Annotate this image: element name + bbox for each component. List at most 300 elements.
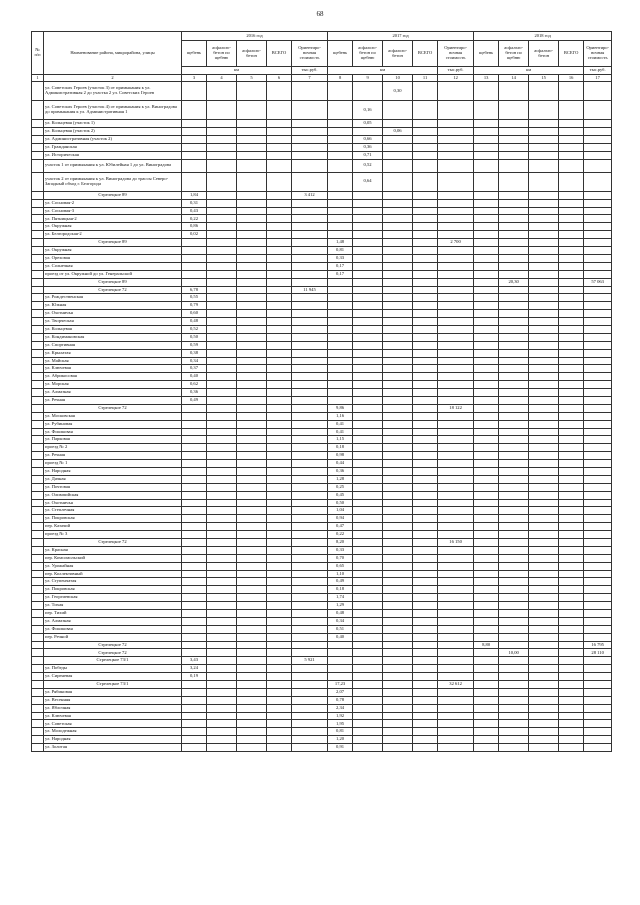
value-cell	[207, 294, 237, 302]
value-cell	[267, 191, 292, 199]
value-cell	[207, 436, 237, 444]
value-cell	[182, 578, 207, 586]
value-cell	[584, 215, 612, 223]
street-name-cell: ул. Административная (участок 2)	[44, 136, 182, 144]
value-cell	[292, 302, 328, 310]
value-cell	[413, 373, 438, 381]
col-name-header: Наименование района, микрорайона, улицы	[44, 32, 182, 75]
value-cell	[383, 199, 413, 207]
value-cell	[559, 736, 584, 744]
subheader-cell: Ориентиро-вочная стоимость	[438, 41, 474, 67]
value-cell: 0,16	[353, 101, 383, 120]
value-cell	[499, 151, 529, 159]
value-cell	[499, 523, 529, 531]
value-cell: 0,78	[328, 696, 353, 704]
value-cell	[529, 120, 559, 128]
value-cell	[584, 475, 612, 483]
table-row	[32, 499, 612, 507]
value-cell	[353, 515, 383, 523]
value-cell	[207, 578, 237, 586]
value-cell: 17,23	[328, 681, 353, 689]
value-cell	[559, 310, 584, 318]
value-cell	[267, 420, 292, 428]
value-cell: 0,49	[328, 578, 353, 586]
value-cell	[207, 602, 237, 610]
value-cell	[529, 610, 559, 618]
value-cell	[353, 617, 383, 625]
value-cell	[584, 539, 612, 547]
value-cell	[383, 144, 413, 152]
column-number-cell: 14	[499, 75, 529, 82]
value-cell: 5 921	[292, 657, 328, 665]
value-cell	[474, 231, 499, 239]
value-cell	[292, 641, 328, 649]
value-cell	[267, 325, 292, 333]
value-cell	[413, 720, 438, 728]
value-cell	[529, 199, 559, 207]
value-cell	[267, 657, 292, 665]
value-cell	[237, 625, 267, 633]
street-name-cell: ул. Окружная	[44, 223, 182, 231]
value-cell	[499, 318, 529, 326]
value-cell	[438, 286, 474, 294]
street-name-cell: ул. Весенняя	[44, 696, 182, 704]
value-cell	[559, 207, 584, 215]
value-cell	[438, 744, 474, 752]
value-cell	[499, 349, 529, 357]
value-cell	[267, 310, 292, 318]
value-cell: 1,10	[328, 570, 353, 578]
value-cell	[383, 412, 413, 420]
table-row	[32, 333, 612, 341]
table-row	[32, 586, 612, 594]
value-cell	[267, 728, 292, 736]
table-row	[32, 546, 612, 554]
street-name-cell: ул. Олимпийская	[44, 491, 182, 499]
value-cell	[474, 262, 499, 270]
street-name-cell: ул. Ореховая	[44, 254, 182, 262]
value-cell	[267, 499, 292, 507]
value-cell	[353, 207, 383, 215]
value-cell	[474, 82, 499, 101]
column-number-cell: 16	[559, 75, 584, 82]
value-cell	[413, 633, 438, 641]
value-cell	[438, 207, 474, 215]
value-cell	[529, 318, 559, 326]
value-cell	[383, 223, 413, 231]
value-cell	[559, 460, 584, 468]
value-cell	[207, 673, 237, 681]
value-cell	[474, 302, 499, 310]
value-cell	[529, 483, 559, 491]
value-cell	[474, 491, 499, 499]
value-cell	[383, 373, 413, 381]
value-cell	[559, 720, 584, 728]
value-cell	[292, 381, 328, 389]
value-cell	[182, 696, 207, 704]
value-cell	[207, 310, 237, 318]
value-cell	[383, 172, 413, 191]
table-row	[32, 491, 612, 499]
value-cell	[292, 159, 328, 172]
value-cell	[584, 570, 612, 578]
street-name-cell: ул. Историческая	[44, 151, 182, 159]
value-cell: 0,31	[182, 199, 207, 207]
row-number-cell	[32, 515, 44, 523]
value-cell	[413, 554, 438, 562]
value-cell	[237, 633, 267, 641]
street-name-cell: ул. Речная	[44, 452, 182, 460]
value-cell	[237, 294, 267, 302]
value-cell	[438, 172, 474, 191]
value-cell	[383, 310, 413, 318]
value-cell	[584, 207, 612, 215]
street-name-cell: ул. Народная	[44, 467, 182, 475]
street-name-cell: ул. Кольцевая (участок 2)	[44, 128, 182, 136]
value-cell	[292, 483, 328, 491]
value-cell	[584, 665, 612, 673]
value-cell	[267, 223, 292, 231]
value-cell	[413, 128, 438, 136]
value-cell	[529, 546, 559, 554]
col-number-header: № п/п	[32, 32, 44, 75]
value-cell	[383, 736, 413, 744]
value-cell	[529, 507, 559, 515]
row-number-cell	[32, 475, 44, 483]
subtotal-row	[32, 286, 612, 294]
value-cell	[292, 120, 328, 128]
value-cell: 0,02	[182, 231, 207, 239]
value-cell	[207, 744, 237, 752]
value-cell	[383, 483, 413, 491]
value-cell	[353, 467, 383, 475]
value-cell: 1,74	[328, 594, 353, 602]
value-cell: 0,34	[182, 357, 207, 365]
value-cell	[267, 562, 292, 570]
value-cell	[267, 641, 292, 649]
value-cell	[559, 554, 584, 562]
value-cell	[438, 420, 474, 428]
subtotal-row	[32, 404, 612, 412]
value-cell	[328, 641, 353, 649]
value-cell	[267, 546, 292, 554]
row-number-cell	[32, 144, 44, 152]
value-cell	[237, 278, 267, 286]
value-cell	[499, 159, 529, 172]
value-cell	[499, 475, 529, 483]
value-cell: 0,33	[328, 254, 353, 262]
value-cell	[559, 302, 584, 310]
value-cell	[182, 641, 207, 649]
value-cell	[383, 539, 413, 547]
street-name-cell: ул. Сиреневая	[44, 673, 182, 681]
value-cell	[383, 294, 413, 302]
value-cell	[207, 523, 237, 531]
value-cell	[499, 602, 529, 610]
row-number-cell	[32, 231, 44, 239]
value-cell	[353, 420, 383, 428]
value-cell	[383, 704, 413, 712]
column-number-cell: 7	[292, 75, 328, 82]
value-cell	[207, 475, 237, 483]
value-cell	[207, 404, 237, 412]
value-cell	[353, 681, 383, 689]
value-cell	[237, 531, 267, 539]
table-row	[32, 254, 612, 262]
value-cell	[559, 82, 584, 101]
value-cell	[182, 570, 207, 578]
value-cell	[474, 428, 499, 436]
value-cell	[529, 349, 559, 357]
value-cell	[413, 349, 438, 357]
value-cell	[207, 357, 237, 365]
value-cell	[292, 491, 328, 499]
value-cell	[438, 349, 474, 357]
value-cell	[529, 657, 559, 665]
value-cell	[353, 286, 383, 294]
value-cell	[413, 475, 438, 483]
value-cell	[292, 278, 328, 286]
value-cell	[237, 144, 267, 152]
value-cell: 0,64	[353, 172, 383, 191]
value-cell	[584, 144, 612, 152]
value-cell	[529, 172, 559, 191]
value-cell	[559, 239, 584, 247]
subtotal-row	[32, 681, 612, 689]
street-name-cell: ул. Советская	[44, 720, 182, 728]
table-row	[32, 578, 612, 586]
value-cell	[529, 365, 559, 373]
value-cell	[328, 159, 353, 172]
value-cell	[584, 483, 612, 491]
value-cell	[383, 428, 413, 436]
value-cell	[207, 625, 237, 633]
value-cell	[267, 333, 292, 341]
row-number-cell	[32, 199, 44, 207]
value-cell	[292, 728, 328, 736]
street-name-cell: Стрелецкое 72	[44, 404, 182, 412]
value-cell	[559, 357, 584, 365]
value-cell	[499, 172, 529, 191]
value-cell	[499, 215, 529, 223]
table-row	[32, 420, 612, 428]
street-name-cell: ул. Алмазная	[44, 617, 182, 625]
value-cell	[413, 172, 438, 191]
value-cell	[383, 720, 413, 728]
value-cell	[207, 546, 237, 554]
value-cell	[413, 254, 438, 262]
value-cell: 0,33	[328, 546, 353, 554]
value-cell	[353, 404, 383, 412]
value-cell	[559, 325, 584, 333]
value-cell	[207, 649, 237, 657]
value-cell	[292, 720, 328, 728]
value-cell	[353, 546, 383, 554]
value-cell	[267, 491, 292, 499]
row-number-cell	[32, 617, 44, 625]
subtotal-row	[32, 239, 612, 247]
value-cell	[267, 696, 292, 704]
value-cell	[328, 144, 353, 152]
value-cell	[413, 562, 438, 570]
value-cell	[499, 333, 529, 341]
table-row	[32, 704, 612, 712]
table-row	[32, 325, 612, 333]
value-cell	[499, 231, 529, 239]
value-cell	[413, 483, 438, 491]
value-cell	[237, 665, 267, 673]
value-cell: 0,22	[182, 215, 207, 223]
value-cell	[474, 444, 499, 452]
value-cell	[529, 373, 559, 381]
value-cell	[383, 136, 413, 144]
value-cell	[474, 681, 499, 689]
value-cell	[237, 231, 267, 239]
row-number-cell	[32, 578, 44, 586]
value-cell	[499, 101, 529, 120]
value-cell: 0,18	[328, 586, 353, 594]
value-cell: 8,80	[474, 641, 499, 649]
value-cell	[383, 349, 413, 357]
value-cell	[529, 151, 559, 159]
value-cell	[499, 467, 529, 475]
value-cell	[413, 420, 438, 428]
table-row	[32, 625, 612, 633]
value-cell	[499, 365, 529, 373]
value-cell	[383, 120, 413, 128]
value-cell	[438, 254, 474, 262]
value-cell	[353, 539, 383, 547]
value-cell	[353, 396, 383, 404]
column-number-cell: 8	[328, 75, 353, 82]
row-number-cell	[32, 657, 44, 665]
value-cell	[584, 239, 612, 247]
value-cell	[207, 82, 237, 101]
column-number-cell: 2	[44, 75, 182, 82]
value-cell	[559, 546, 584, 554]
row-number-cell	[32, 349, 44, 357]
table-row	[32, 159, 612, 172]
value-cell	[413, 215, 438, 223]
value-cell	[207, 688, 237, 696]
value-cell	[237, 286, 267, 294]
value-cell	[529, 136, 559, 144]
value-cell	[499, 310, 529, 318]
row-number-cell	[32, 286, 44, 294]
value-cell	[237, 136, 267, 144]
value-cell	[328, 172, 353, 191]
value-cell	[499, 199, 529, 207]
value-cell	[207, 570, 237, 578]
value-cell	[383, 546, 413, 554]
value-cell	[353, 491, 383, 499]
value-cell	[499, 286, 529, 294]
value-cell	[237, 602, 267, 610]
value-cell	[328, 341, 353, 349]
row-number-cell	[32, 389, 44, 397]
value-cell	[413, 294, 438, 302]
value-cell	[584, 404, 612, 412]
value-cell	[438, 262, 474, 270]
street-name-cell: ул. Георгиевская	[44, 594, 182, 602]
row-number-cell	[32, 594, 44, 602]
value-cell	[383, 302, 413, 310]
value-cell	[182, 736, 207, 744]
table-row	[32, 736, 612, 744]
value-cell	[353, 531, 383, 539]
table-row	[32, 389, 612, 397]
value-cell	[499, 207, 529, 215]
value-cell	[499, 191, 529, 199]
value-cell	[413, 641, 438, 649]
value-cell: 0,36	[353, 144, 383, 152]
value-cell	[438, 720, 474, 728]
value-cell	[237, 172, 267, 191]
value-cell	[499, 412, 529, 420]
value-cell	[438, 507, 474, 515]
value-cell	[413, 657, 438, 665]
value-cell	[499, 625, 529, 633]
value-cell	[499, 254, 529, 262]
value-cell	[292, 523, 328, 531]
value-cell	[237, 507, 267, 515]
row-number-cell	[32, 546, 44, 554]
value-cell	[353, 554, 383, 562]
value-cell	[584, 444, 612, 452]
value-cell	[383, 381, 413, 389]
value-cell	[584, 712, 612, 720]
table-row	[32, 223, 612, 231]
value-cell	[584, 491, 612, 499]
value-cell	[529, 404, 559, 412]
value-cell	[474, 602, 499, 610]
value-cell	[584, 523, 612, 531]
value-cell	[584, 349, 612, 357]
value-cell	[474, 744, 499, 752]
value-cell	[529, 101, 559, 120]
value-cell	[267, 720, 292, 728]
value-cell	[237, 436, 267, 444]
street-name-cell: пер. Комсомольский	[44, 554, 182, 562]
value-cell	[207, 736, 237, 744]
value-cell: 0,91	[328, 744, 353, 752]
value-cell	[267, 475, 292, 483]
table-row	[32, 396, 612, 404]
value-cell	[559, 539, 584, 547]
subheader-cell: Ориентиро-вочная стоимость	[584, 41, 612, 67]
value-cell	[292, 586, 328, 594]
value-cell	[529, 539, 559, 547]
street-name-cell: ул. Речная	[44, 396, 182, 404]
street-name-cell: Стрелецкое 89	[44, 278, 182, 286]
value-cell	[182, 436, 207, 444]
value-cell	[474, 712, 499, 720]
value-cell	[207, 223, 237, 231]
value-cell: 0,41	[328, 420, 353, 428]
value-cell	[413, 144, 438, 152]
value-cell	[267, 120, 292, 128]
row-number-cell	[32, 215, 44, 223]
value-cell	[237, 491, 267, 499]
value-cell	[529, 696, 559, 704]
row-number-cell	[32, 704, 44, 712]
value-cell	[383, 333, 413, 341]
year-header-2016: 2016 год	[182, 32, 328, 41]
table-row	[32, 231, 612, 239]
value-cell: 1,28	[328, 475, 353, 483]
value-cell	[383, 151, 413, 159]
value-cell	[474, 720, 499, 728]
